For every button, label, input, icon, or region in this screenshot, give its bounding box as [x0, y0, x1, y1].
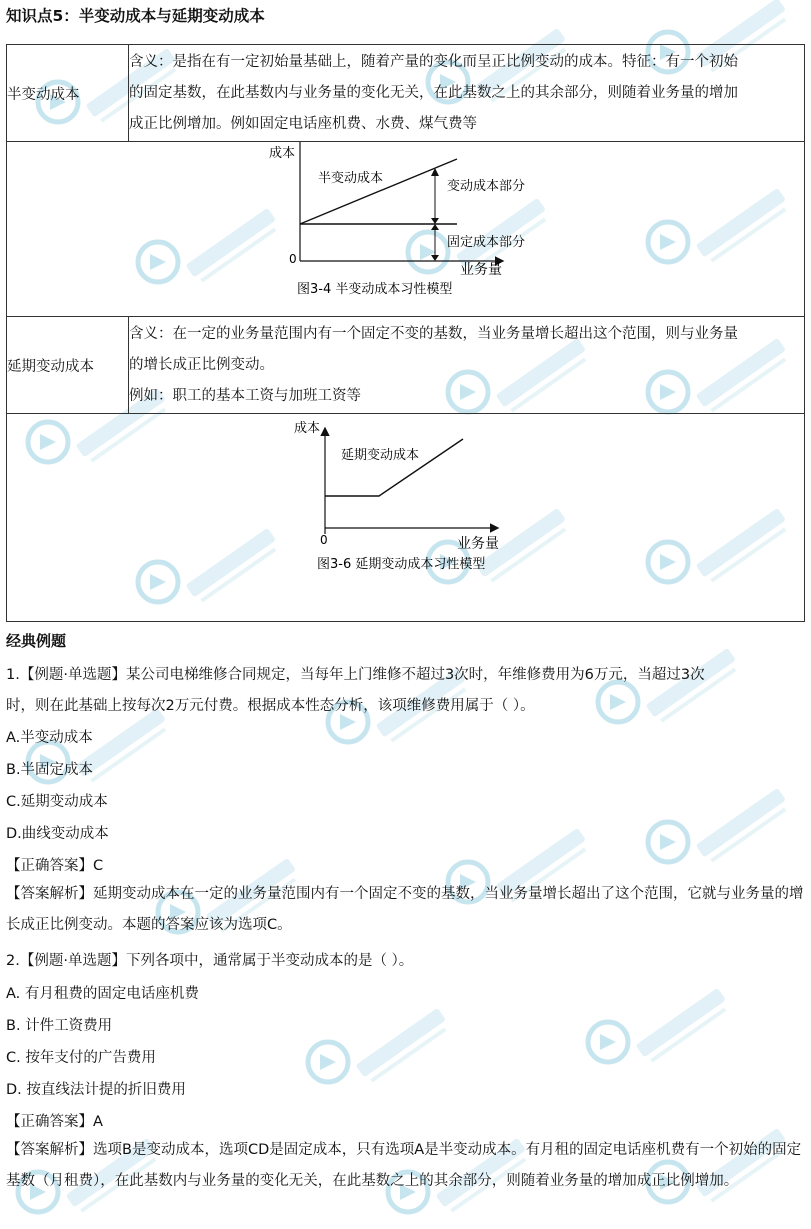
- definition-line: 成正比例增加。例如固定电话座机费、水费、煤气费等: [129, 115, 477, 132]
- x-axis-label: 业务量: [457, 536, 499, 552]
- delayed-variable-label: 延期变动成本: [7, 317, 129, 414]
- definition-line: 含义：在一定的业务量范围内有一个固定不变的基数，当业务量增长超出这个范围，则与业务量: [129, 325, 738, 342]
- definition-line: 的增长成正比例变动。: [129, 356, 274, 373]
- line-label: 延期变动成本: [341, 448, 420, 463]
- delayed-variable-figure-cell: [7, 414, 805, 622]
- q2-option: A. 有月租费的固定电话座机费: [6, 986, 199, 1002]
- section-heading: 知识点5：半变动成本与延期变动成本: [6, 7, 265, 25]
- q2-option: D. 按直线法计提的折旧费用: [6, 1082, 186, 1098]
- q2-stem: 2.【例题·单选题】下列各项中，通常属于半变动成本的是（ ）。: [6, 953, 414, 969]
- definition-line: 的固定基数，在此基数内与业务量的变化无关，在此基数之上的其余部分，则随着业务量的增加: [129, 84, 738, 101]
- y-axis-label: 成本: [294, 421, 321, 436]
- x-axis-label: 业务量: [460, 262, 502, 278]
- q1-analysis: 【答案解析】延期变动成本在一定的业务量范围内有一个固定不变的基数，当业务量增长超出了这个范围，它就与业务量的增长成正比例变动。本题的答案应该为选项C。: [6, 886, 804, 933]
- line-label: 半变动成本: [318, 171, 384, 186]
- knowledge-table: [6, 44, 805, 622]
- semi-variable-chart: [7, 142, 804, 317]
- fixed-part-label: 固定成本部分: [447, 235, 526, 250]
- origin-label: 0: [320, 533, 328, 547]
- semi-variable-label: 半变动成本: [7, 45, 129, 142]
- figure-caption: 图3-4 半变动成本习性模型: [297, 282, 453, 297]
- origin-label: 0: [289, 252, 297, 266]
- q1-stem: 1.【例题·单选题】某公司电梯维修合同规定，当每年上门维修不超过3次时，年维修费用为6万元，当超过3次: [6, 667, 705, 683]
- q1-option: C.延期变动成本: [6, 794, 108, 810]
- q1-option: B.半固定成本: [6, 762, 94, 778]
- arrow-down: [431, 255, 439, 261]
- definition-line: 含义：是指在有一定初始量基础上，随着产量的变化而呈正比例变动的成本。特征：有一个初始: [129, 53, 738, 70]
- q2-option: C. 按年支付的广告费用: [6, 1050, 156, 1066]
- definition-line: 例如：职工的基本工资与加班工资等: [129, 387, 361, 404]
- figure-caption: 图3-6 延期变动成本习性模型: [317, 557, 486, 572]
- watermark-logo: [590, 640, 755, 739]
- y-axis-label: 成本: [269, 146, 296, 161]
- q1-option: D.曲线变动成本: [6, 826, 109, 842]
- semi-variable-line: [300, 159, 457, 224]
- q1-option: A.半变动成本: [6, 730, 93, 746]
- q2-answer: 【正确答案】A: [6, 1114, 103, 1130]
- watermark-logo: [300, 1000, 465, 1099]
- arrow-down: [431, 218, 439, 224]
- watermark-logo: [580, 980, 745, 1079]
- q2-analysis: 【答案解析】选项B是变动成本，选项CD是固定成本，只有选项A是半变动成本。有月租的固定电话座机费有一个初始的固定基数（月租费），在此基数内与业务量的变化无关，在此基数之上的其余部分，则随着业务量的增加成正比例增加。: [6, 1142, 802, 1189]
- q2-option: B. 计件工资费用: [6, 1018, 113, 1034]
- semi-variable-figure-cell: [7, 142, 805, 317]
- delayed-variable-definition: [129, 317, 805, 414]
- examples-title: 经典例题: [6, 632, 67, 650]
- variable-part-label: 变动成本部分: [447, 179, 526, 194]
- watermark-logo: [640, 780, 805, 879]
- semi-variable-definition: [129, 45, 805, 142]
- arrow-up: [431, 224, 439, 230]
- delayed-variable-chart: [7, 414, 804, 622]
- q1-stem: 时，则在此基础上按每次2万元付费。根据成本性态分析，该项维修费用属于（ ）。: [6, 698, 535, 714]
- q1-answer: 【正确答案】C: [6, 858, 104, 874]
